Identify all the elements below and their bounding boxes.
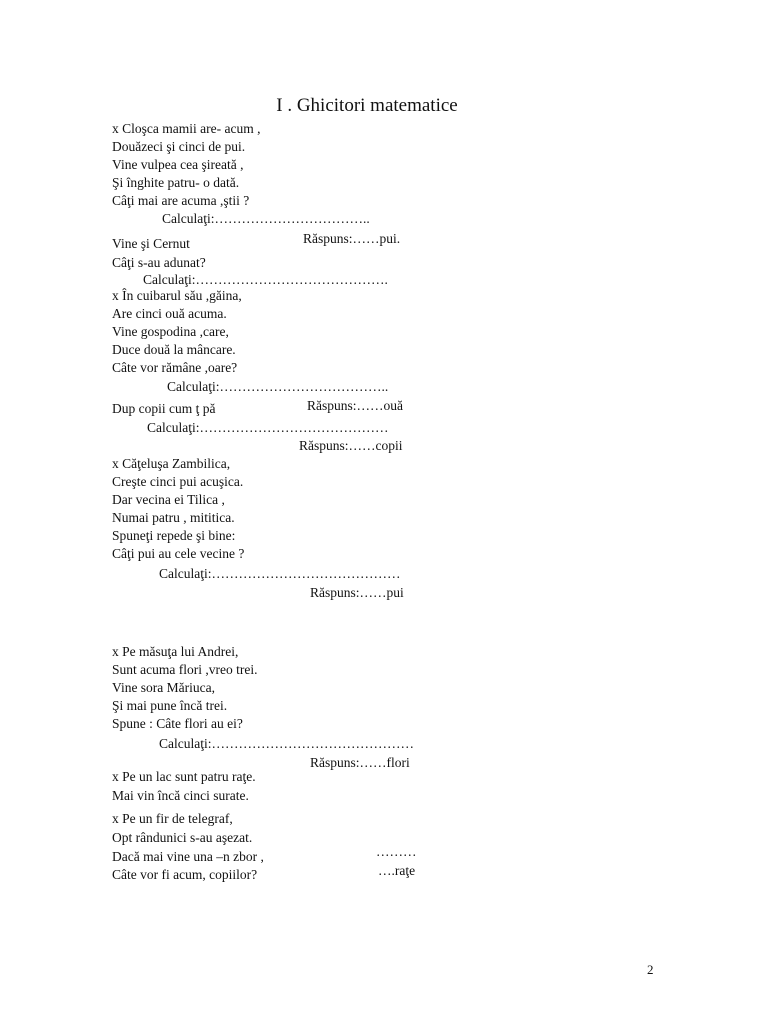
raspuns-line: ….raţe [378, 863, 416, 878]
calculati-line: Calculaţi:…………………………………… [147, 420, 389, 435]
page-number: 2 [647, 962, 654, 977]
riddle-line: Sunt acuma flori ,vreo trei. [112, 662, 258, 677]
riddle-line: x Pe măsuţa lui Andrei, [112, 644, 239, 659]
calculati-line: Calculaţi:……………………………………. [143, 272, 388, 287]
riddle-line: Opt rândunici s-au aşezat. [112, 830, 253, 845]
riddle-line: Câte vor fi acum, copiilor? [112, 867, 258, 882]
raspuns-line: Răspuns:……flori [310, 755, 410, 770]
riddle-line: Câţi pui au cele vecine ? [112, 546, 245, 561]
raspuns-line: Răspuns:……pui. [303, 231, 401, 246]
riddle-line: Vine vulpea cea şireată , [112, 157, 244, 172]
riddle-line: Dacă mai vine una –n zbor , [112, 849, 264, 864]
riddle-line: Duce două la mâncare. [112, 342, 236, 357]
riddle-line: Dar vecina ei Tilica , [112, 492, 225, 507]
raspuns-line: Răspuns:……ouă [307, 398, 403, 413]
riddle-line: Câte vor rămâne ,oare? [112, 360, 238, 375]
riddle-line: Numai patru , mititica. [112, 510, 235, 525]
riddle-line: Câţi mai are acuma ,ştii ? [112, 193, 250, 208]
riddle-line: Vine sora Măriuca, [112, 680, 216, 695]
riddle-line: Are cinci ouă acuma. [112, 306, 227, 321]
riddle-line: x Cloşca mamii are- acum , [112, 121, 261, 136]
riddle-line: Câţi s-au adunat? [112, 255, 206, 270]
riddle-line: Spune : Câte flori au ei? [112, 716, 243, 731]
riddle-line: x Căţeluşa Zambilica, [112, 456, 231, 471]
riddle-line: Douăzeci şi cinci de pui. [112, 139, 246, 154]
riddle-line: x Pe un lac sunt patru raţe. [112, 769, 256, 784]
calculati-line: Calculaţi:……………………………………… [159, 736, 414, 751]
riddle-line: Spuneţi repede şi bine: [112, 528, 236, 543]
clipped-line: Vine şi Cernut [112, 236, 190, 251]
clipped-line: Dup copii cum ţ pă [112, 401, 216, 416]
calculati-line: Calculaţi:…………………………………… [159, 566, 401, 581]
calculati-line: Calculaţi:…………………………….. [162, 211, 370, 226]
riddle-line: Mai vin încă cinci surate. [112, 788, 249, 803]
raspuns-line: Răspuns:……copii [299, 438, 403, 453]
page-title: I . Ghicitori matematice [276, 95, 458, 116]
riddle-line: Creşte cinci pui acuşica. [112, 474, 244, 489]
riddle-line: x În cuibarul său ,găina, [112, 288, 242, 303]
riddle-line: Şi mai pune încă trei. [112, 698, 228, 713]
riddle-line: x Pe un fir de telegraf, [112, 811, 233, 826]
riddle-line: Şi înghite patru- o dată. [112, 175, 240, 190]
raspuns-line: Răspuns:……pui [310, 585, 404, 600]
answer-dots: ……… [376, 844, 417, 859]
calculati-line: Calculaţi:……………………………….. [167, 379, 389, 394]
riddle-line: Vine gospodina ,care, [112, 324, 229, 339]
